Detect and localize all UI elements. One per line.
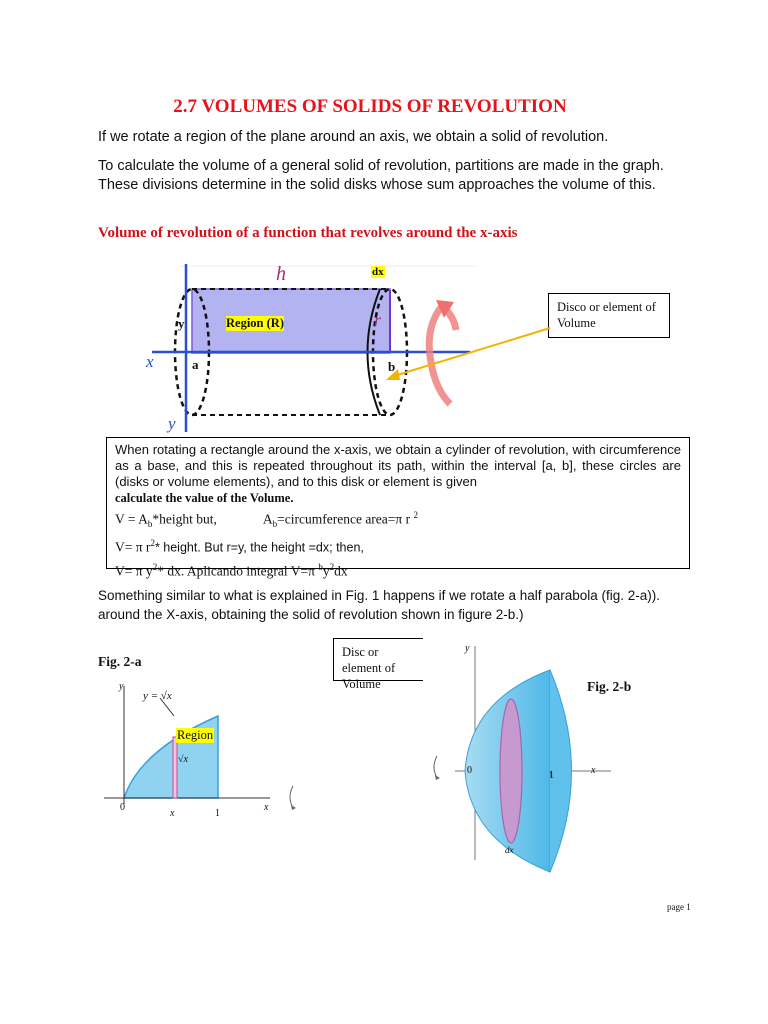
eq2-part: V= π r <box>115 539 151 555</box>
dx-label: dx <box>372 266 384 278</box>
x-axis-label: x <box>146 352 154 371</box>
box-bold-text: calculate the value of the Volume. <box>115 491 294 505</box>
eq1-sub2: b <box>272 519 278 530</box>
intro-paragraph: If we rotate a region of the plane around an axis, we obtain a solid of revolution. <box>98 129 609 145</box>
eq1-part4: =circumference area=π r <box>277 511 411 527</box>
fig2a-label: Fig. 2-a <box>98 654 142 669</box>
eq3-sup2: 2 <box>329 561 335 572</box>
eq2-part2: * height. But r=y, the height =dx; then, <box>154 540 364 555</box>
page-number: page 1 <box>667 902 691 912</box>
eq3-sup: 2 <box>152 561 158 572</box>
y-axis-label: y <box>168 414 176 433</box>
eq1-sub: b <box>147 519 153 530</box>
fig2a-equation: y = √x <box>143 690 172 702</box>
a-label: a <box>192 357 199 372</box>
b-label: b <box>388 359 396 374</box>
equation-3 <box>115 558 681 581</box>
eq3-part2: * dx. Aplicando integral V=π <box>157 563 315 579</box>
eq3-part4: dx <box>334 563 348 579</box>
r-label: r <box>374 310 382 330</box>
explanation-paragraph: To calculate the volume of a general solid of revolution, partitions are made in the graph. These divisions determine in the solid disks whose sum approaches the volume of this. <box>98 158 664 193</box>
fig2b-rotation-icon <box>429 753 443 781</box>
eq1-sup: 2 <box>413 510 418 520</box>
h-label: h <box>276 263 286 285</box>
fig2a-one-tick: 1 <box>215 808 220 819</box>
explanation-box <box>106 437 690 579</box>
eq3-part: V= π y <box>115 563 153 579</box>
box-text: When rotating a rectangle around the x-axis, we obtain a cylinder of revolution, with circumference as a base, and this is repeated throughout its path, within the interval [a, b], these circles are (disks or volume elements), and to this disk or element is given <box>115 442 681 489</box>
equation-1 <box>115 506 681 534</box>
fig2b-y-axis-label: y <box>465 643 470 654</box>
fig2b-label: Fig. 2-b <box>587 679 632 694</box>
fig2b-x-axis-label: x <box>591 765 596 776</box>
disk-callout-box: Disco or element of Volume <box>548 293 670 338</box>
region-rectangle <box>192 289 390 353</box>
y-height-label: y <box>178 316 185 331</box>
fig2b-dx-label: dx <box>505 845 514 855</box>
comparison-paragraph: Something similar to what is explained in Fig. 1 happens if we rotate a half parabola (fig. 2-a)). around the X-axis, obtaining the solid of revolution shown in figure 2-b.) <box>98 588 661 622</box>
page-title: 2.7 VOLUMES OF SOLIDS OF REVOLUTION <box>173 96 567 117</box>
section-subtitle: Volume of revolution of a function that revolves around the x-axis <box>98 225 518 241</box>
disc-callout-box: Disc or element of Volume <box>333 638 423 681</box>
eq1-part2: *height but, <box>152 511 217 527</box>
fig2a-y-axis-label: y <box>119 681 124 692</box>
region-label: Region (R) <box>226 316 284 330</box>
fig2a-rotation-icon <box>285 783 299 811</box>
eq2-sup: 2 <box>150 538 155 549</box>
fig2b-one-tick: 1 <box>549 770 554 781</box>
callout-arrow <box>380 324 555 384</box>
fig2a-origin: 0 <box>120 802 125 813</box>
fig2a-graph <box>100 680 280 830</box>
eq3-limit: b <box>318 561 323 572</box>
fig2a-x-axis-label: x <box>264 802 269 813</box>
fig2b-graph <box>425 640 615 862</box>
eq1-part3: A <box>262 511 273 527</box>
fig2a-x-tick: x <box>170 808 175 819</box>
fig2b-origin: 0 <box>467 765 472 776</box>
fig2a-sqrt-label: √x <box>178 754 188 765</box>
fig2a-region-label: Region <box>177 728 214 742</box>
eq3-part3: y <box>322 563 330 579</box>
equation-2 <box>115 534 681 558</box>
eq1-part: V = A <box>115 511 148 527</box>
